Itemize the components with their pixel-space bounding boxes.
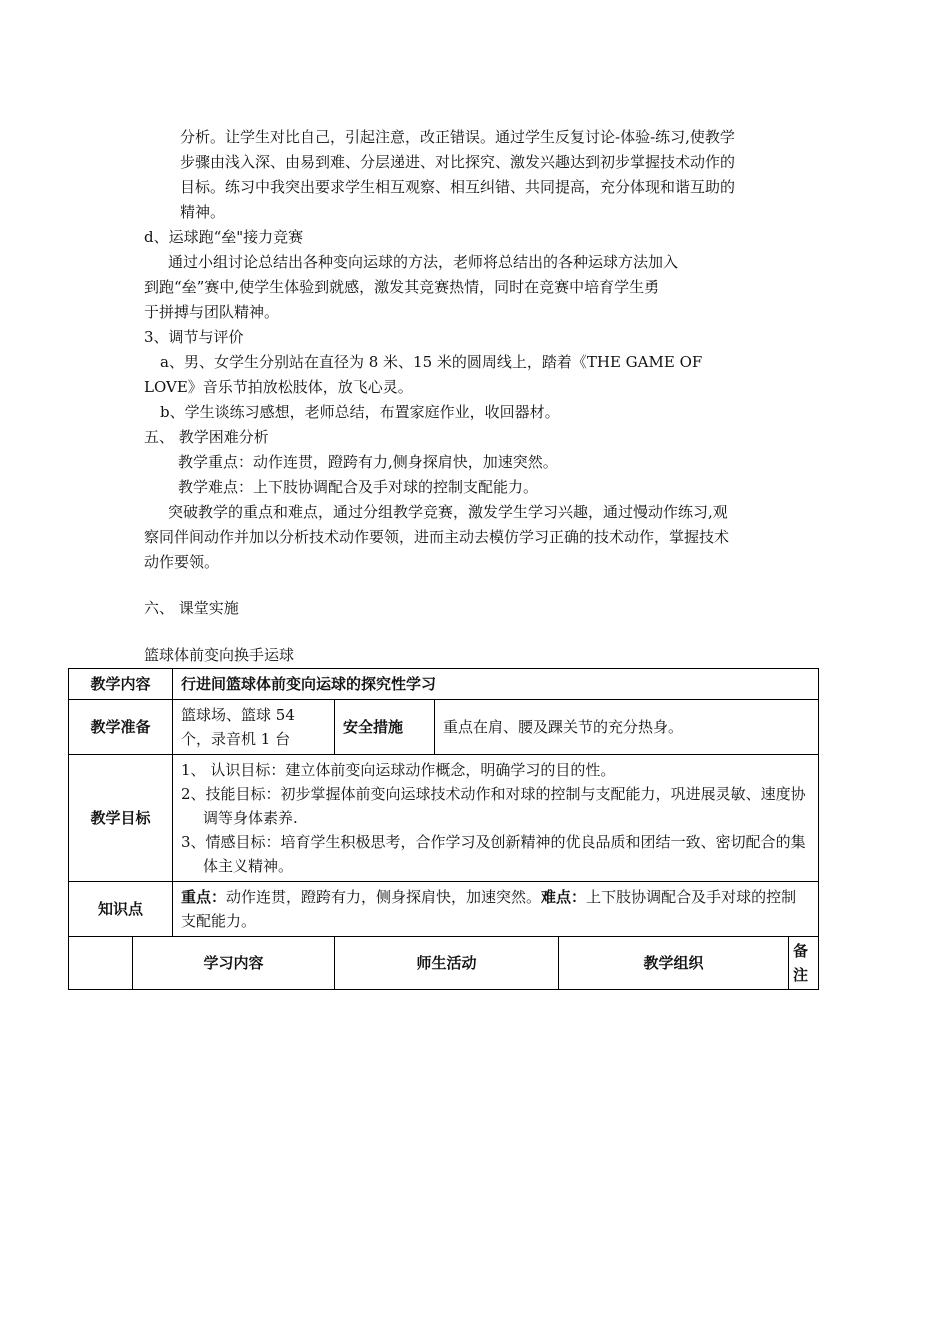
text-line: 步骤由浅入深、由易到难、分层递进、对比探究、激发兴趣达到初步掌握技术动作的 [180,153,736,171]
knowledge-cell [173,882,819,937]
content-label: 教学内容 [69,669,173,700]
table-row [69,700,819,755]
text-line: 分析。让学生对比自己，引起注意，改正错误。通过学生反复讨论-体验-练习,使教学 [180,128,735,146]
prep-value: 篮球场、篮球 54 个，录音机 1 台 [173,700,335,755]
goal-item: 1、 认识目标：建立体前变向运球动作概念，明确学习的目的性。 [181,761,616,779]
col-header-notes: 备注 [789,937,819,990]
text-line: LOVE》音乐节拍放松肢体，放飞心灵。 [144,378,413,396]
key-label: 重点： [181,888,227,906]
text-line: 目标。练习中我突出要求学生相互观察、相互纠错、共同提高，充分体现和谐互助的 [180,178,736,196]
table-row [69,755,819,882]
safety-label: 安全措施 [335,700,435,755]
difficulty-line: 教学难点：上下肢协调配合及手对球的控制支配能力。 [178,478,539,496]
prep-label: 教学准备 [69,700,173,755]
key-value: 动作连贯，蹬跨有力，侧身探肩快，加速突然。 [226,888,542,906]
col-header-organization: 教学组织 [559,937,789,990]
goal-item: 2、技能目标：初步掌握体前变向运球技术动作和对球的控制与支配能力，巩进展灵敏、速度协调等身体素养. [181,785,806,827]
col-header-activities: 师生活动 [335,937,559,990]
section-d-heading: d、运球跑“垒"接力竞赛 [144,228,304,246]
difficulty-label: 难点： [541,888,587,906]
difficulty-value: 上下肢协调配合及手对球的控制支配能力。 [181,888,797,930]
table-header-row [69,937,819,990]
key-point-line: 教学重点：动作连贯，蹬跨有力,侧身探肩快，加速突然。 [178,453,558,471]
section-5-heading: 五、 教学困难分析 [144,428,269,446]
table-caption: 篮球体前变向换手运球 [144,646,295,664]
goals-label: 教学目标 [69,755,173,882]
safety-value: 重点在肩、腰及踝关节的充分热身。 [435,700,819,755]
table-row [69,669,819,700]
empty-cell [69,937,133,990]
text-line: 察同伴间动作并加以分析技术动作要领，进而主动去模仿学习正确的技术动作，掌握技术 [144,528,730,546]
text-line: 精神。 [180,203,226,221]
text-line: b、学生谈练习感想，老师总结，布置家庭作业，收回器材。 [160,403,560,421]
knowledge-label: 知识点 [69,882,173,937]
goals-cell [173,755,819,882]
section-6-heading: 六、 课堂实施 [144,599,239,617]
text-line: 动作要领。 [144,553,220,571]
col-header-learning-content: 学习内容 [133,937,335,990]
lesson-plan-table [68,668,819,990]
table-row [69,882,819,937]
content-value: 行进间篮球体前变向运球的探究性学习 [173,669,819,700]
section-3-heading: 3、调节与评价 [144,328,244,346]
text-line: 于拼搏与团队精神。 [144,303,280,321]
text-line: 到跑“垒”赛中,使学生体验到就感，激发其竞赛热情，同时在竞赛中培育学生勇 [144,278,660,296]
text-line: 突破教学的重点和难点，通过分组教学竞赛，激发学生学习兴趣，通过慢动作练习,观 [168,503,728,521]
text-line: a、男、女学生分别站在直径为 8 米、15 米的圆周线上，踏着《THE GAME OF [160,353,703,371]
text-line: 通过小组讨论总结出各种变向运球的方法，老师将总结出的各种运球方法加入 [168,253,679,271]
goal-item: 3、情感目标：培育学生积极思考，合作学习及创新精神的优良品质和团结一致、密切配合的集体主义精神。 [181,833,806,875]
